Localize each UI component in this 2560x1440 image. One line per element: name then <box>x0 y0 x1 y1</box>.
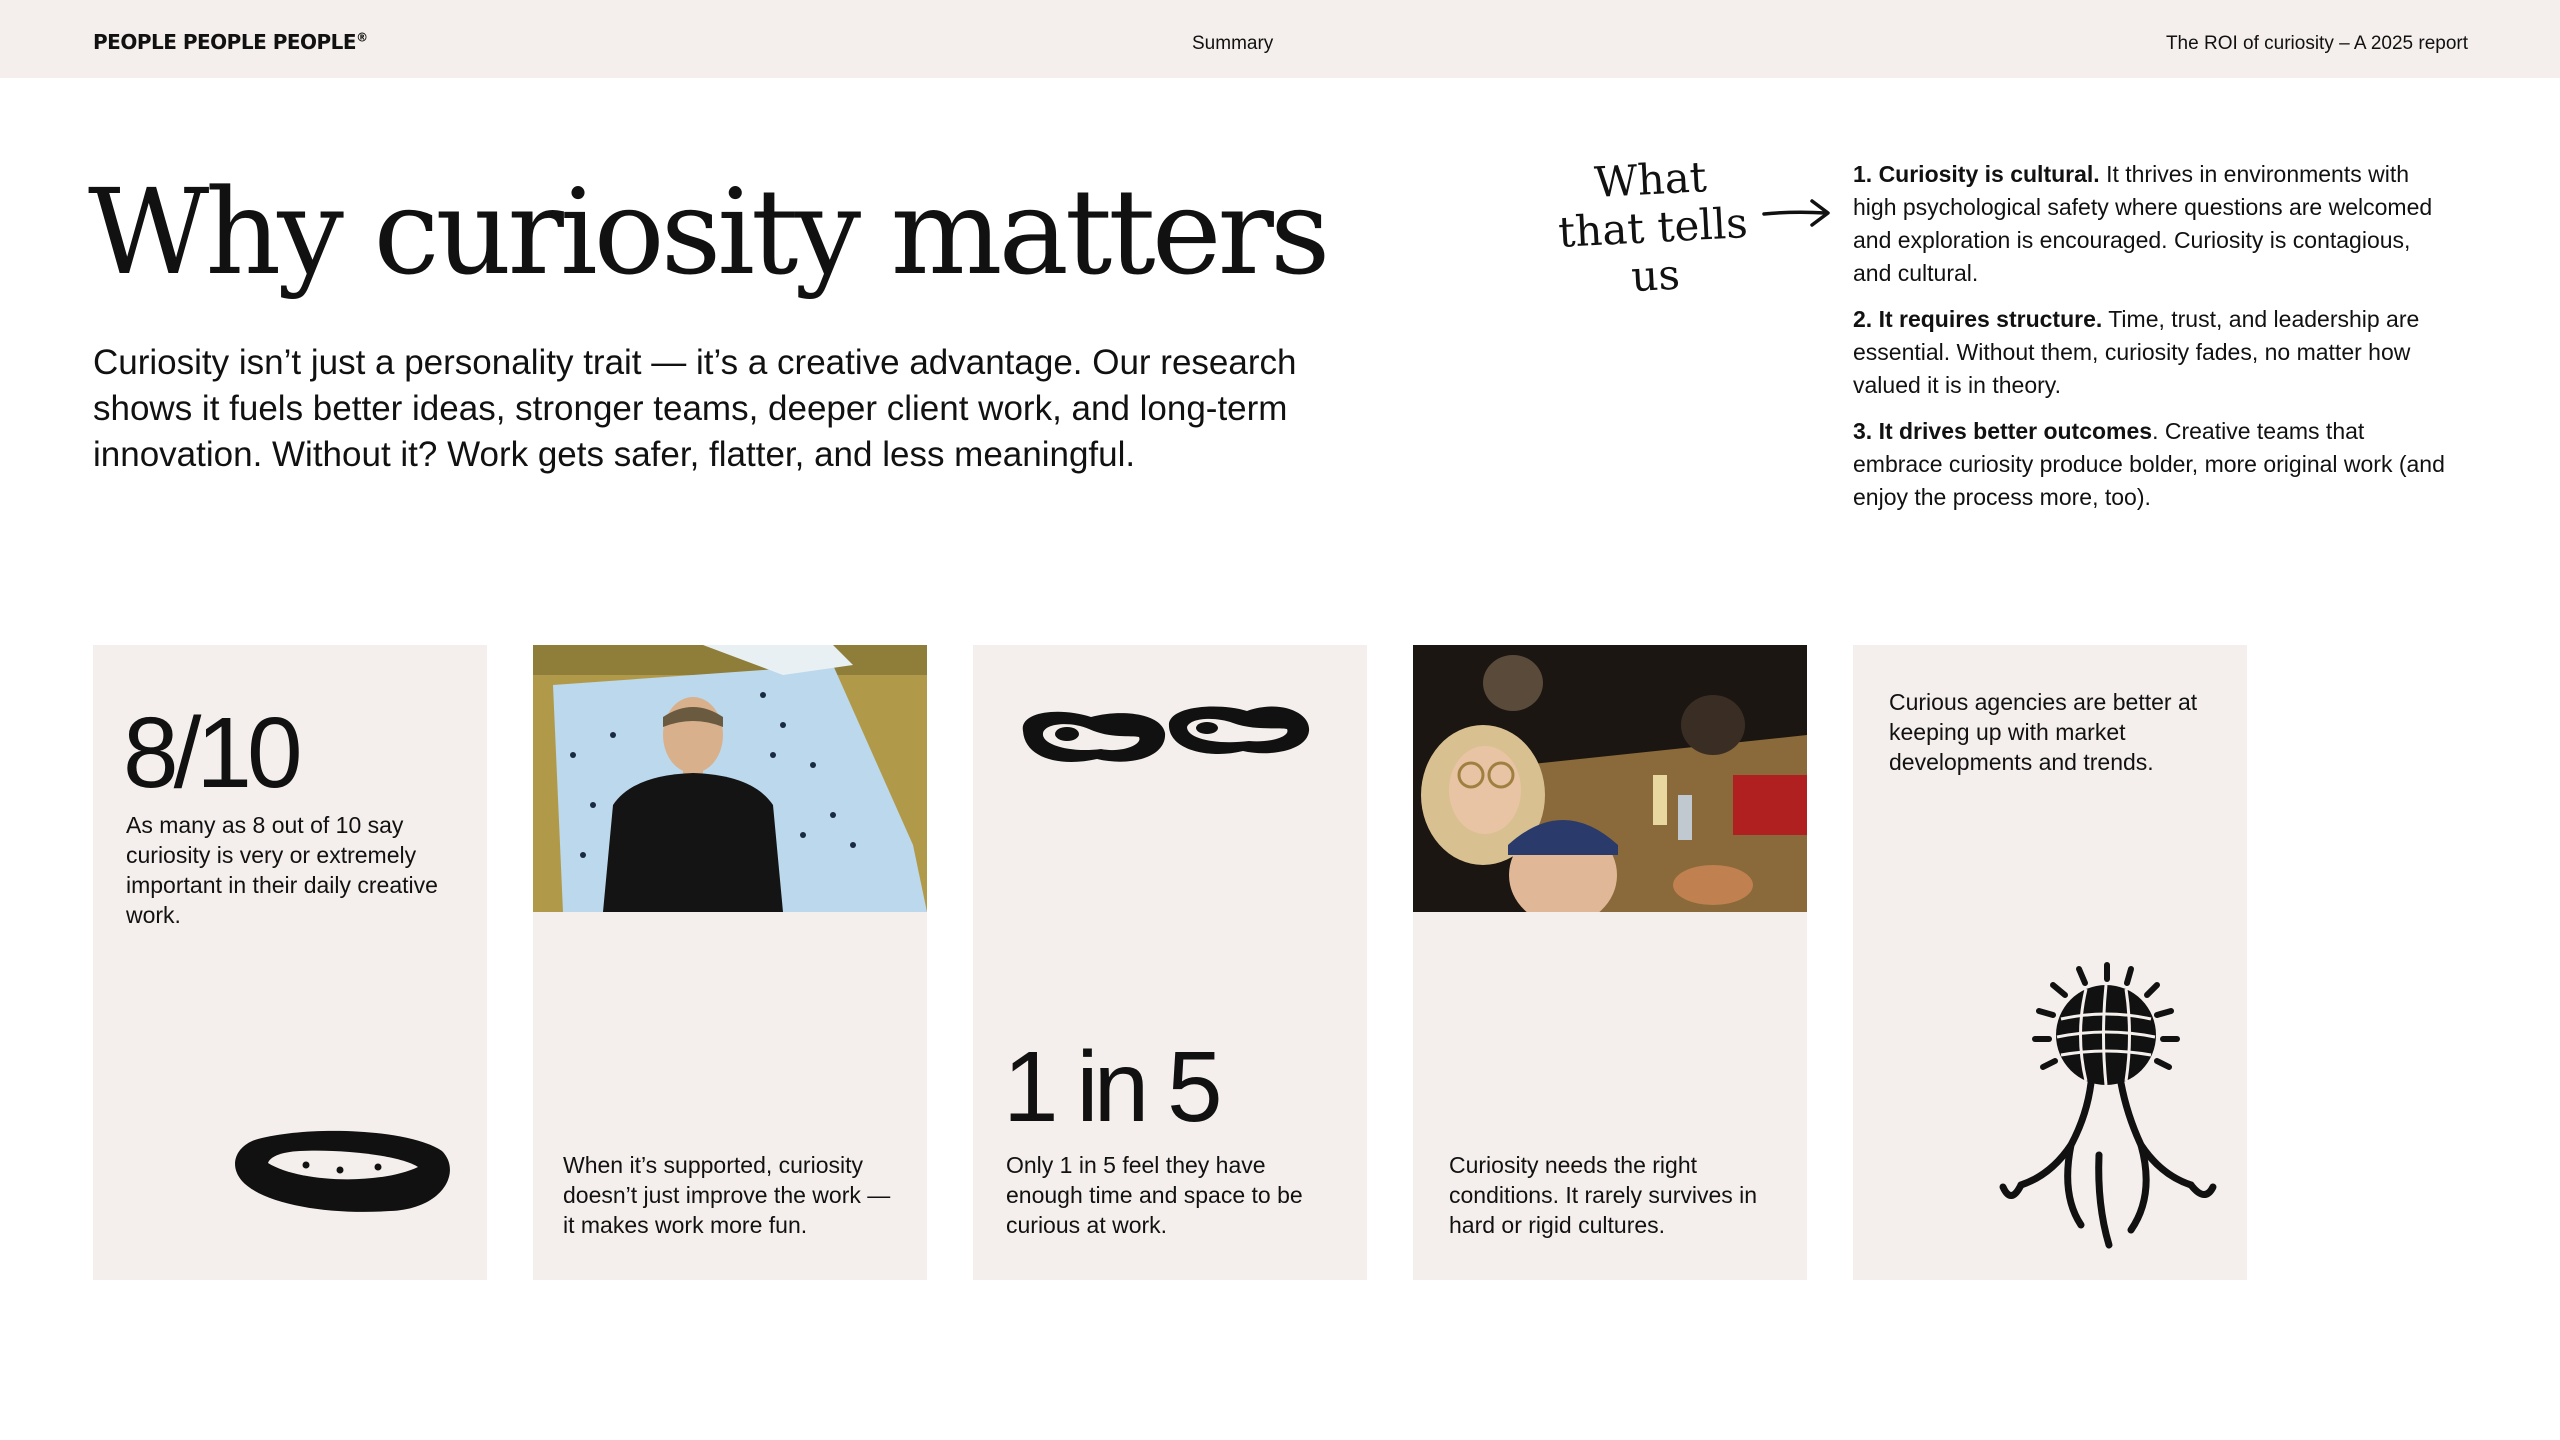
card-text: As many as 8 out of 10 say curiosity is very or extremely important in their daily creative work. <box>126 812 438 928</box>
takeaway-text: It thrives in environments with high psychological safety where questions are welcomed and exploration is encouraged. Curiosity is contagious, and cultural. <box>1853 161 2433 286</box>
card-text: Only 1 in 5 feel they have enough time and space to be curious at work. <box>1006 1152 1303 1238</box>
disco-ball-octopus-icon <box>1991 955 2221 1255</box>
takeaway-lead: 2. It requires structure. <box>1853 306 2103 332</box>
takeaway-lead: 1. Curiosity is cultural. <box>1853 161 2100 187</box>
report-label: The ROI of curiosity – A 2025 report <box>2165 33 2468 54</box>
brand-registered-mark: ® <box>356 30 368 45</box>
brand-logo[interactable] <box>93 30 368 54</box>
top-bar <box>0 0 2560 78</box>
stat-value: 1 in 5 <box>1003 1031 1218 1143</box>
card-text: Curious agencies are better at keeping up with market developments and trends. <box>1889 689 2198 775</box>
chain-links-icon <box>1011 701 1321 771</box>
page-title: Why curiosity matters <box>88 163 1327 301</box>
intro-paragraph: Curiosity isn’t just a personality trait — it’s a creative advantage. Our research shows it fuels better ideas, stronger teams, deeper client work, and long-term innovation. Without it? Work gets safer, flatter, and less meaningful. <box>93 343 1297 474</box>
stat-value: 8/10 <box>123 697 298 809</box>
card-text: When it’s supported, curiosity doesn’t just improve the work — it makes work more fun. <box>563 1152 891 1238</box>
takeaways-heading: What that tells us <box>1557 152 1749 302</box>
photo-card-fun <box>533 645 927 1280</box>
text-card-trends <box>1853 645 2247 1280</box>
stat-card-8-of-10 <box>93 645 487 1280</box>
photo-card-conditions <box>1413 645 1807 1280</box>
brand-name: PEOPLE PEOPLE PEOPLE <box>93 30 357 54</box>
takeaways-list <box>1853 158 2453 527</box>
section-label: Summary <box>1192 33 1274 54</box>
takeaway-text: Time, trust, and leadership are essential. Without them, curiosity fades, no matter how valued it is in theory. <box>1853 306 2420 398</box>
stat-card-1-in-5 <box>973 645 1367 1280</box>
takeaway-item <box>1853 158 2453 290</box>
takeaway-item <box>1853 415 2453 514</box>
takeaway-lead: 3. It drives better outcomes <box>1853 418 2153 444</box>
photo-man-black-shirt <box>533 645 927 912</box>
blob-face-icon <box>230 1125 456 1217</box>
card-text: Curiosity needs the right conditions. It rarely survives in hard or rigid cultures. <box>1449 1152 1758 1238</box>
arrow-right-icon <box>1760 196 1834 230</box>
takeaway-item <box>1853 303 2453 402</box>
takeaway-text: . Creative teams that embrace curiosity produce bolder, more original work (and enjoy the process more, too). <box>1853 418 2445 510</box>
photo-group-at-table <box>1413 645 1807 912</box>
